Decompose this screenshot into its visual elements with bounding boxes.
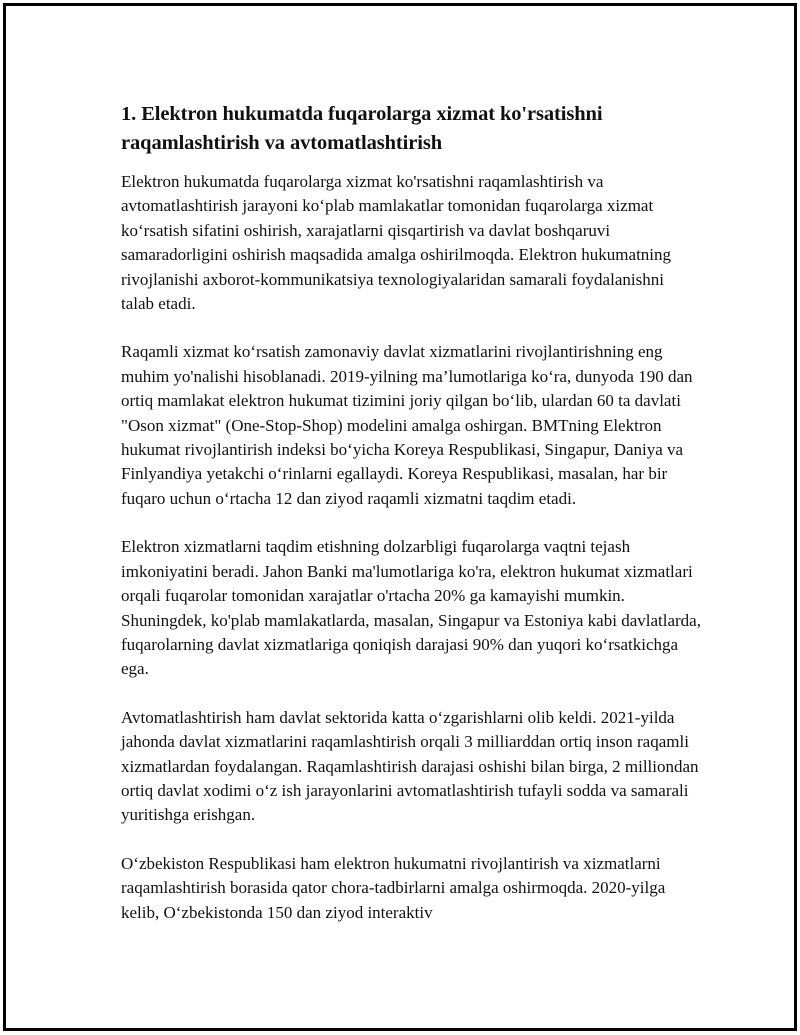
paragraph-1: Elektron hukumatda fuqarolarga xizmat ko'rsatishni raqamlashtirish va avtomatlashtirish jarayoni ko‘plab mamlakatlar tomonidan fuqarolarga xizmat ko‘rsatish sifatini oshirish, xarajatlarni qisqartirish va davlat boshqaruvi samaradorligini oshirish maqsadida amalga oshirilmoqda. Elektron hukumatning rivojlanishi axborot-kommunikatsiya texnologiyalaridan samarali foydalanishni talab etadi. [121, 172, 672, 314]
paragraph-3: Elektron xizmatlarni taqdim etishning dolzarbligi fuqarolarga vaqtni tejash imkoniyatini beradi. Jahon Banki ma'lumotlariga ko'ra, elektron hukumat xizmatlari orqali fuqarolar tomonidan xarajatlar o'rtacha 20% ga kamayishi mumkin. Shuningdek, ko'plab mamlakatlarda, masalan, Singapur va Estoniya kabi davlatlarda, fuqarolarning davlat xizmatlariga qoniqish darajasi 90% dan yuqori ko‘rsatkichga ega. [121, 537, 701, 679]
paragraph-5: O‘zbekiston Respublikasi ham elektron hukumatni rivojlantirish va xizmatlarni raqamlashtirish borasida qator chora-tadbirlarni amalga oshirmoqda. 2020-yilga kelib, O‘zbekistonda 150 dan ziyod interaktiv [121, 853, 666, 922]
paragraph-4: Avtomatlashtirish ham davlat sektorida katta o‘zgarishlarni olib keldi. 2021-yilda jahonda davlat xizmatlarini raqamlashtirish orqali 3 milliarddan ortiq inson raqamli xizmatlardan foydalangan. Raqamlashtirish darajasi oshishi bilan birga, 2 milliondan ortiq davlat xodimi o‘z ish jarayonlarini avtomatlashtirish tufayli sodda va samarali yuritishga erishgan. [121, 707, 699, 825]
page-frame [3, 3, 797, 1031]
document-body [121, 100, 701, 949]
section-heading: 1. Elektron hukumatda fuqarolarga xizmat ko'rsatishni raqamlashtirish va avtomatlashtirish [121, 103, 603, 154]
paragraph-2: Raqamli xizmat ko‘rsatish zamonaviy davlat xizmatlarini rivojlantirishning eng muhim yo'nalishi hisoblanadi. 2019-yilning ma’lumotlariga ko‘ra, dunyoda 190 dan ortiq mamlakat elektron hukumat tizimini joriy qilgan bo‘lib, ulardan 60 ta davlati "Oson xizmat" (One-Stop-Shop) modelini amalga oshirgan. BMTning Elektron hukumat rivojlantirish indeksi bo‘yicha Koreya Respublikasi, Singapur, Daniya va Finlyandiya yetakchi o‘rinlarni egallaydi. Koreya Respublikasi, masalan, har bir fuqaro uchun o‘rtacha 12 dan ziyod raqamli xizmatni taqdim etadi. [121, 342, 693, 508]
